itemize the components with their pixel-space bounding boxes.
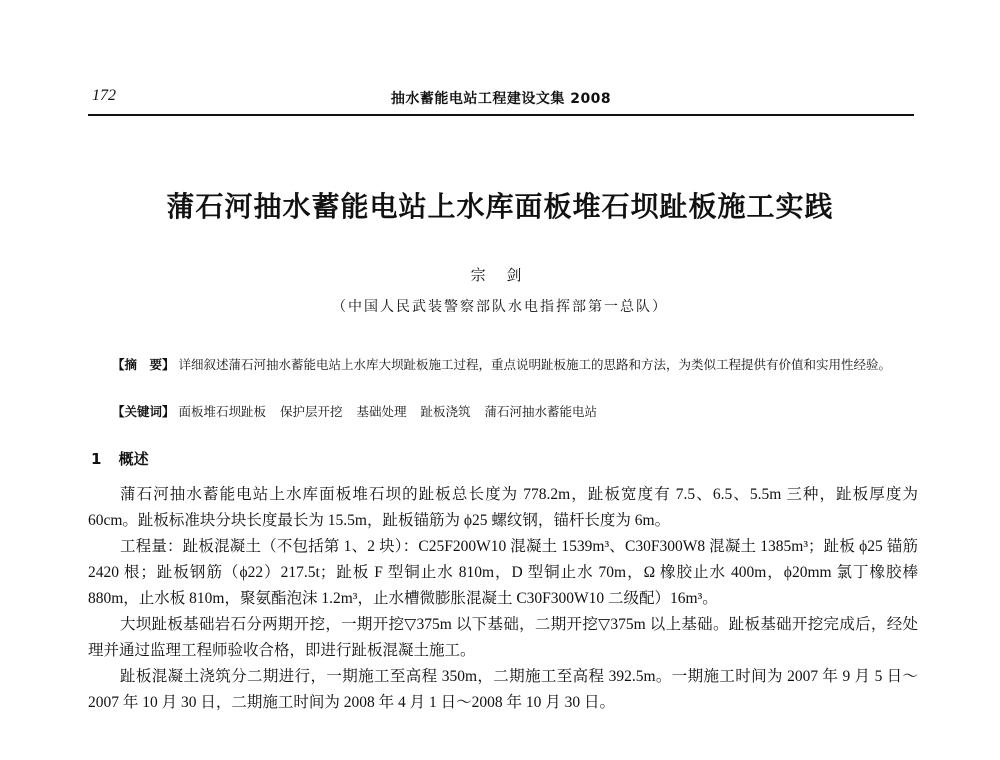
keyword: 趾板浇筑 [420, 404, 471, 419]
running-title: 抽水蓄能电站工程建设文集 2008 [390, 91, 612, 107]
body-text [88, 482, 918, 716]
keywords-label: 【关键词】 [112, 404, 175, 419]
affiliation: （中国人民武装警察部队水电指挥部第一总队） [332, 299, 668, 315]
section-title: 概述 [118, 450, 149, 468]
keywords [112, 402, 902, 422]
article-title: 蒲石河抽水蓄能电站上水库面板堆石坝趾板施工实践 [166, 190, 834, 223]
abstract [112, 352, 902, 377]
paragraph: 趾板混凝土浇筑分二期进行，一期施工至高程 350m，二期施工至高程 392.5m。一期施工时间为 2007 年 9 月 5 日～2007 年 10 月 30 日，二期施工时间为 2008 年 4 月 1 日～2008 年 10 月 30 日。 [88, 668, 918, 711]
paragraph: 工程量：趾板混凝土（不包括第 1、2 块）：C25F200W10 混凝土 1539m³、C30F300W8 混凝土 1385m³；趾板 ϕ25 锚筋 2420 根；趾板钢筋（ϕ22）217.5t；趾板 F 型铜止水 810m，D 型铜止水 70m，Ω 橡胶止水 400m，ϕ20mm 氯丁橡胶棒 880m，止水板 810m，聚氨酯泡沫 1.2m³，止水槽微膨胀混凝土 C30F300W10 二级配）16m³。 [88, 538, 918, 607]
paragraph: 大坝趾板基础岩石分两期开挖，一期开挖▽375m 以下基础，二期开挖▽375m 以上基础。趾板基础开挖完成后，经处理并通过监理工程师验收合格，即进行趾板混凝土施工。 [88, 616, 918, 659]
author: 宗 剑 [470, 266, 530, 284]
keyword: 基础处理 [356, 404, 407, 419]
paragraph: 蒲石河抽水蓄能电站上水库面板堆石坝的趾板总长度为 778.2m，趾板宽度有 7.5、6.5、5.5m 三种，趾板厚度为 60cm。趾板标准块分块长度最长为 15.5m，趾板锚筋为 ϕ25 螺纹钢，锚杆长度为 6m。 [88, 486, 918, 529]
section-heading [91, 448, 149, 469]
page-header [88, 84, 914, 116]
keyword: 蒲石河抽水蓄能电站 [484, 404, 598, 419]
section-number: 1 [91, 450, 102, 468]
keyword: 面板堆石坝趾板 [178, 404, 267, 419]
page-number: 172 [92, 87, 116, 104]
abstract-text: 详细叙述蒲石河抽水蓄能电站上水库大坝趾板施工过程，重点说明趾板施工的思路和方法，为类似工程提供有价值和实用性经验。 [178, 357, 892, 372]
abstract-label: 【摘 要】 [112, 357, 175, 372]
keyword: 保护层开挖 [280, 404, 343, 419]
